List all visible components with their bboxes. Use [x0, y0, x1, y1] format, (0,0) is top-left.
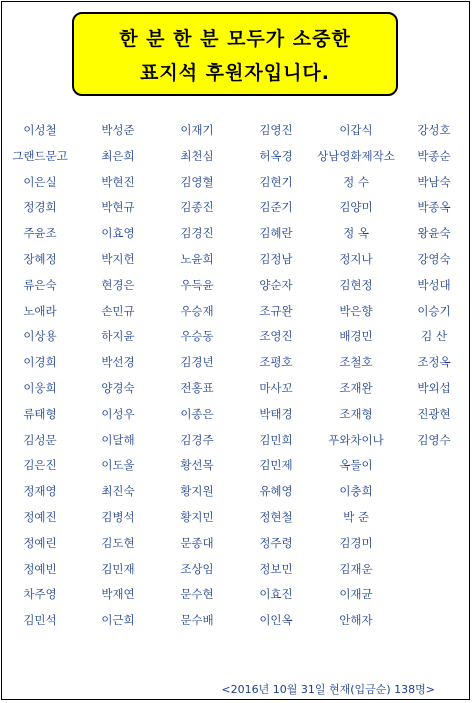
sponsor-name: 주윤조	[23, 226, 57, 241]
sponsor-name: 이성우	[101, 406, 135, 421]
sponsor-name: 박종순	[417, 148, 451, 163]
sponsor-name: 김정남	[259, 251, 293, 266]
sponsor-name: 김경년	[180, 355, 214, 370]
sponsor-name: 정예진	[23, 509, 57, 524]
sponsor-name: 류태형	[23, 406, 57, 421]
sponsor-name: 최진숙	[101, 484, 135, 499]
sponsor-name: 강성호	[417, 123, 451, 137]
sponsor-name: 조규완	[259, 303, 293, 318]
sponsor-name: 안해자	[339, 613, 373, 628]
sponsor-name: 박현규	[101, 200, 135, 215]
sponsor-name: 정보민	[259, 561, 293, 576]
sponsor-name: 이은실	[23, 174, 57, 189]
name-row	[0, 561, 473, 587]
sponsor-name: 정재영	[23, 484, 57, 499]
sponsor-name: 황지원	[180, 484, 214, 499]
name-row	[0, 406, 473, 432]
sponsor-name: 조재완	[339, 380, 373, 395]
sponsor-name: 박현진	[101, 174, 135, 189]
sponsor-name: 현경은	[101, 277, 135, 292]
sponsor-name: 이경희	[23, 355, 57, 370]
sponsor-name: 하지윤	[101, 329, 135, 344]
sponsor-name: 노윤희	[180, 251, 214, 266]
sponsor-name: 김혜란	[259, 226, 293, 241]
sponsor-name: 정예린	[23, 535, 57, 550]
sponsor-name: 문수배	[180, 613, 214, 628]
footer-note: <2016년 10월 31일 현재(입금순) 138명>	[221, 683, 435, 696]
sponsor-name: 정지나	[339, 251, 373, 266]
sponsor-name: 김민제	[259, 458, 293, 473]
sponsor-name: 이승기	[417, 303, 451, 318]
sponsor-name: 상남영화제작소	[317, 148, 395, 163]
sponsor-name: 황지민	[180, 509, 214, 524]
name-row	[0, 328, 473, 354]
sponsor-name: 김현기	[259, 174, 293, 189]
sponsor-name: 우승동	[180, 329, 214, 344]
sponsor-name: 이도울	[101, 458, 135, 473]
sponsor-name: 김민희	[259, 432, 293, 447]
name-row	[0, 251, 473, 277]
sponsor-name: 이근희	[101, 613, 135, 628]
sponsor-name: 박 준	[343, 509, 369, 524]
sponsor-name: 김은진	[23, 458, 57, 473]
sponsor-name: 김경주	[180, 432, 214, 447]
name-row	[0, 225, 473, 251]
sponsor-name: 이달해	[101, 432, 135, 447]
sponsor-name: 류은숙	[23, 277, 57, 292]
name-row	[0, 612, 473, 638]
sponsor-name: 조정옥	[417, 355, 451, 370]
sponsor-name: 장혜정	[23, 251, 57, 266]
sponsor-name: 김양미	[339, 200, 373, 215]
sponsor-name: 김도현	[101, 535, 135, 550]
sponsor-name: 최은희	[101, 148, 135, 163]
sponsor-name: 최천심	[180, 148, 214, 163]
sponsor-name: 김재운	[339, 561, 373, 576]
name-row	[0, 148, 473, 174]
sponsor-name: 김민석	[23, 613, 57, 628]
name-row	[0, 174, 473, 200]
sponsor-name: 조상임	[180, 561, 214, 576]
sponsor-name: 박선경	[101, 355, 135, 370]
sponsor-name: 박재연	[101, 587, 135, 602]
sponsor-name: 양순자	[259, 277, 293, 292]
sponsor-name: 김종진	[180, 200, 214, 215]
sponsor-name: 양경숙	[101, 380, 135, 395]
sponsor-name: 손민규	[101, 303, 135, 318]
sponsor-name: 유혜영	[259, 484, 293, 499]
sponsor-name: 강영숙	[417, 251, 451, 266]
sponsor-name: 이재기	[180, 123, 214, 137]
sponsor-name: 이종은	[180, 406, 214, 421]
sponsor-name: 박외섭	[417, 380, 451, 395]
sponsor-name-grid	[0, 122, 473, 638]
sponsor-name: 차주영	[23, 587, 57, 602]
sponsor-name: 왕윤숙	[417, 226, 451, 241]
sponsor-name: 김병석	[101, 509, 135, 524]
sponsor-name: 박남숙	[417, 174, 451, 189]
banner-title-line-1: 한 분 한 분 모두가 소중한	[119, 28, 351, 50]
sponsor-name: 정경희	[23, 200, 57, 215]
sponsor-name: 박태경	[259, 406, 293, 421]
sponsor-name: 이성철	[23, 123, 57, 137]
sponsor-name: 허옥경	[259, 148, 293, 163]
sponsor-name: 전홍표	[180, 380, 214, 395]
sponsor-name: 문수현	[180, 587, 214, 602]
sponsor-name: 김영혈	[180, 174, 214, 189]
sponsor-name: 김경진	[180, 226, 214, 241]
sponsor-name: 박성대	[417, 277, 451, 292]
sponsor-name: 정주령	[259, 535, 293, 550]
sponsor-name: 이충희	[339, 484, 373, 499]
sponsor-name: 황선목	[180, 458, 214, 473]
name-row	[0, 122, 473, 148]
name-row	[0, 432, 473, 458]
sponsor-name: 배경민	[339, 329, 373, 344]
sponsor-name: 김경미	[339, 535, 373, 550]
sponsor-name: 노애라	[23, 303, 57, 318]
sponsor-name: 이인옥	[259, 613, 293, 628]
sponsor-name: 이효진	[259, 587, 293, 602]
sponsor-name: 김현정	[339, 277, 373, 292]
sponsor-name: 이효영	[101, 226, 135, 241]
banner-title-line-2: 표지석 후원자입니다.	[139, 62, 331, 84]
sponsor-name: 김 산	[421, 329, 447, 344]
sponsor-name: 조재형	[339, 406, 373, 421]
name-row	[0, 303, 473, 329]
sponsor-name: 옥둘이	[339, 458, 373, 473]
sponsor-name: 마사꼬	[259, 380, 293, 395]
sponsor-name: 박은향	[339, 303, 373, 318]
sponsor-name: 이갑식	[339, 123, 373, 137]
title-banner	[72, 12, 398, 96]
sponsor-name: 이상용	[23, 329, 57, 344]
name-row	[0, 354, 473, 380]
sponsor-name: 우승재	[180, 303, 214, 318]
name-row	[0, 483, 473, 509]
sponsor-name: 조철호	[339, 355, 373, 370]
sponsor-name: 정 수	[343, 174, 369, 189]
sponsor-name: 정현철	[259, 509, 293, 524]
sponsor-name: 박성준	[101, 123, 135, 137]
name-row	[0, 509, 473, 535]
sponsor-name: 정예빈	[23, 561, 57, 576]
sponsor-name: 푸와차이나	[328, 432, 384, 447]
name-row	[0, 199, 473, 225]
sponsor-name: 진광현	[417, 406, 451, 421]
sponsor-name: 김성문	[23, 432, 57, 447]
sponsor-name: 조평호	[259, 355, 293, 370]
sponsor-name: 김영진	[259, 123, 293, 137]
name-row	[0, 277, 473, 303]
name-row	[0, 380, 473, 406]
name-row	[0, 586, 473, 612]
sponsor-name: 이재균	[339, 587, 373, 602]
sponsor-name: 김영수	[417, 432, 451, 447]
sponsor-name: 박종옥	[417, 200, 451, 215]
name-row	[0, 535, 473, 561]
sponsor-name: 조영진	[259, 329, 293, 344]
sponsor-name: 정 옥	[343, 226, 369, 241]
sponsor-name: 문종대	[180, 535, 214, 550]
sponsor-name: 우득윤	[180, 277, 214, 292]
name-row	[0, 457, 473, 483]
sponsor-name: 김준기	[259, 200, 293, 215]
sponsor-name: 박지헌	[101, 251, 135, 266]
sponsor-name: 김민재	[101, 561, 135, 576]
sponsor-name: 이웅희	[23, 380, 57, 395]
sponsor-name: 그랜드문고	[12, 148, 68, 163]
